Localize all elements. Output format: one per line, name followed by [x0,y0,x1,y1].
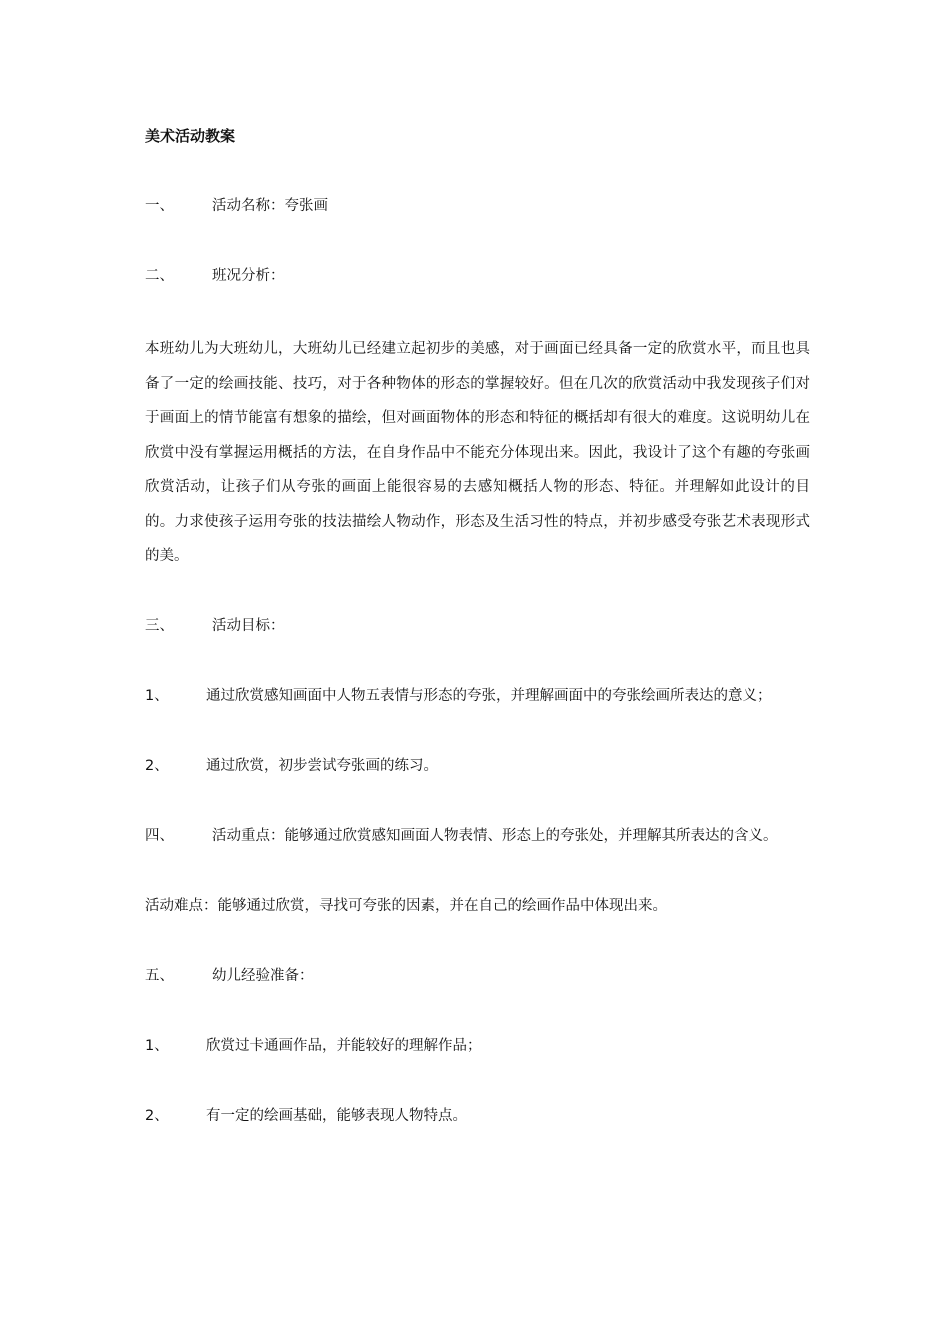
section-5-number: 五、 [145,967,174,984]
section-4-text: 活动重点：能够通过欣赏感知画面人物表情、形态上的夸张处，并理解其所表达的含义。 [212,827,778,844]
section-5-text: 幼儿经验准备： [212,967,314,984]
goal-2 [145,748,810,784]
section-4-heading [145,818,810,854]
document-title: 美术活动教案 [145,127,236,145]
section-1-heading [145,188,810,224]
goal-1-number: 1、 [145,687,169,704]
section-1-text: 活动名称：夸张画 [212,198,328,214]
prep-2 [145,1098,810,1134]
section-2-heading [145,258,810,294]
section-2-text: 班况分析： [212,268,285,284]
goal-1-text: 通过欣赏感知画面中人物五表情与形态的夸张，并理解画面中的夸张绘画所表达的意义； [206,687,772,704]
activity-difficulty: 活动难点：能够通过欣赏，寻找可夸张的因素，并在自己的绘画作品中体现出来。 [145,897,667,914]
section-5-heading [145,958,810,994]
section-3-number: 三、 [145,617,174,634]
goal-1 [145,678,810,714]
section-2-number: 二、 [145,268,174,284]
section-3-heading [145,608,810,644]
prep-1-number: 1、 [145,1037,169,1054]
goal-2-number: 2、 [145,757,169,774]
section-4-number: 四、 [145,827,174,844]
prep-2-number: 2、 [145,1107,169,1124]
prep-2-text: 有一定的绘画基础，能够表现人物特点。 [206,1107,467,1124]
section-1-number: 一、 [145,198,174,214]
prep-1 [145,1028,810,1064]
prep-1-text: 欣赏过卡通画作品，并能较好的理解作品； [206,1037,482,1054]
goal-2-text: 通过欣赏，初步尝试夸张画的练习。 [206,757,438,774]
document-content [145,118,810,1134]
section-3-text: 活动目标： [212,617,285,634]
class-analysis-paragraph: 本班幼儿为大班幼儿，大班幼儿已经建立起初步的美感，对于画面已经具备一定的欣赏水平，而且也具备了一定的绘画技能、技巧，对于各种物体的形态的掌握较好。但在几次的欣赏活动中我发现孩子们对于画面上的情节能富有想象的描绘，但对画面物体的形态和特征的概括却有很大的难度。这说明幼儿在欣赏中没有掌握运用概括的方法，在自身作品中不能充分体现出来。因此，我设计了这个有趣的夸张画欣赏活动，让孩子们从夸张的画面上能很容易的去感知概括人物的形态、特征。并理解如此设计的目的。力求使孩子运用夸张的技法描绘人物动作，形态及生活习性的特点，并初步感受夸张艺术表现形式的美。 [145,341,810,564]
